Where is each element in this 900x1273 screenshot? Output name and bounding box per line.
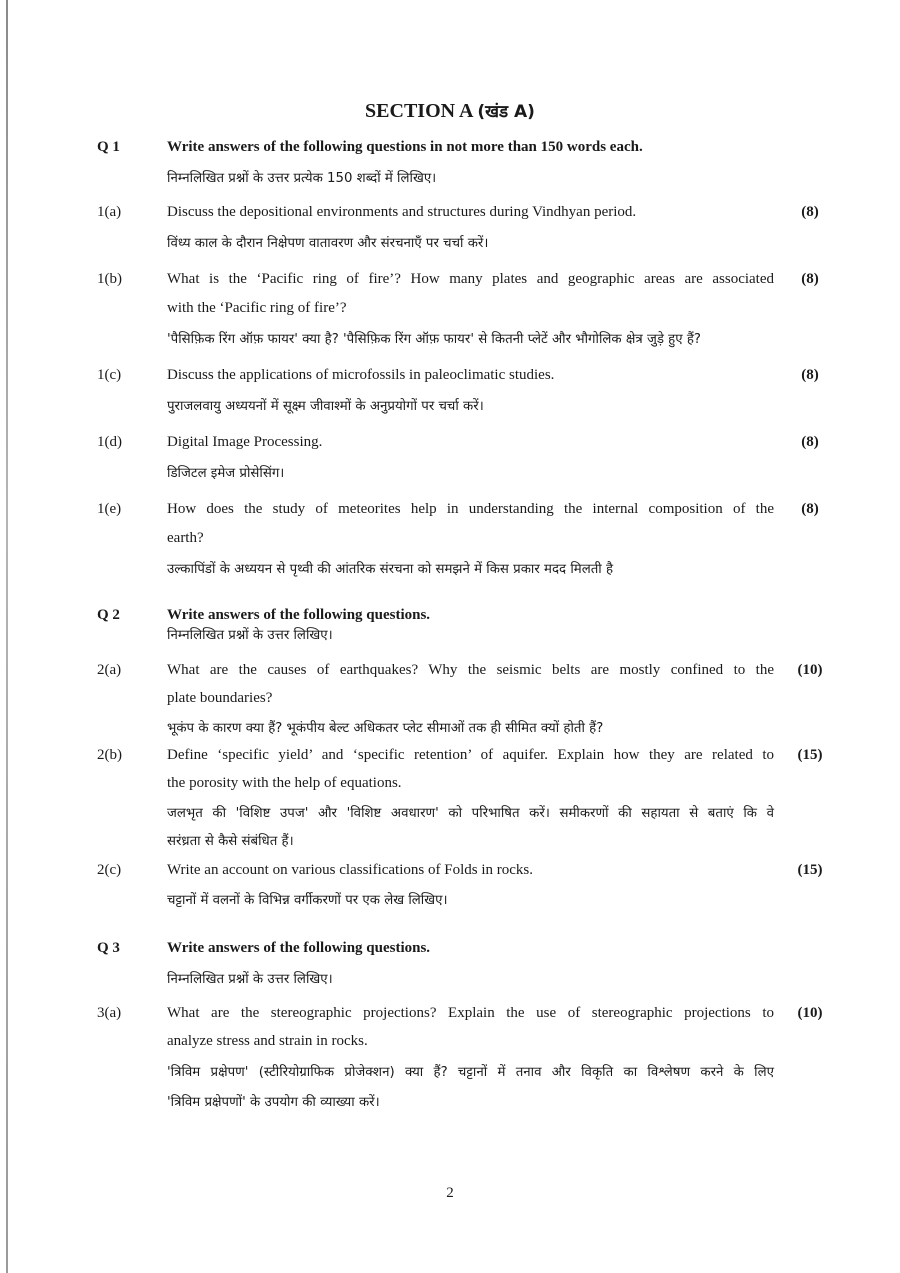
- part-1c-label: 1(c): [97, 367, 122, 383]
- question-2-instruction: Write answers of the following questions.: [167, 607, 431, 623]
- part-2c-text-line-1: Write an account on various classifications of Folds in rocks.: [167, 862, 533, 878]
- part-2b-label: 2(b): [97, 747, 122, 763]
- part-1e-hindi-line-1: उल्कापिंडों के अध्ययन से पृथ्वी की आंतरिक संरचना को समझने में किस प्रकार मदद मिलती है: [167, 562, 614, 577]
- part-2c-hindi-line-1: चट्टानों में वलनों के विभिन्न वर्गीकरणों पर एक लेख लिखिए।: [167, 893, 448, 908]
- part-2a-text-line-1: What are the causes of earthquakes? Why the seismic belts are mostly confined to the: [167, 662, 774, 678]
- question-1-instruction: Write answers of the following questions in not more than 150 words each.: [167, 139, 643, 155]
- part-3a-hindi-line-2: 'त्रिविम प्रक्षेपणों' के उपयोग की व्याख्या करें।: [167, 1095, 380, 1110]
- part-2b-text-line-2: the porosity with the help of equations.: [167, 775, 402, 791]
- question-1-label: Q 1: [97, 139, 120, 155]
- page-number: 2: [446, 1185, 454, 1201]
- part-1d-text-line-1: Digital Image Processing.: [167, 434, 323, 450]
- part-1b-text-line-2: with the ‘Pacific ring of fire’?: [167, 300, 347, 316]
- part-1c-marks: (8): [801, 367, 819, 383]
- part-2a-label: 2(a): [97, 662, 122, 678]
- part-2a-marks: (10): [797, 662, 823, 678]
- question-2-instruction-hindi: निम्नलिखित प्रश्नों के उत्तर लिखिए।: [167, 628, 333, 643]
- section-title-hindi: (खंड A): [477, 102, 535, 122]
- part-1c-hindi-line-1: पुराजलवायु अध्ययनों में सूक्ष्म जीवाश्मों के अनुप्रयोगों पर चर्चा करें।: [167, 399, 484, 414]
- part-2b-text-line-1: Define ‘specific yield’ and ‘specific retention’ of aquifer. Explain how they are related to: [167, 747, 774, 763]
- part-1e-label: 1(e): [97, 501, 122, 517]
- question-1-instruction-hindi: निम्नलिखित प्रश्नों के उत्तर प्रत्येक 150 शब्दों में लिखिए।: [167, 171, 437, 186]
- section-title: [0, 99, 900, 123]
- part-1a-marks: (8): [801, 204, 819, 220]
- part-3a-text-line-2: analyze stress and strain in rocks.: [167, 1033, 368, 1049]
- question-2-label: Q 2: [97, 607, 120, 623]
- part-2b-hindi-line-2: सरंध्रता से कैसे संबंधित हैं।: [167, 834, 294, 849]
- part-1e-text-line-1: How does the study of meteorites help in understanding the internal composition of the: [167, 501, 774, 517]
- part-2c-marks: (15): [797, 862, 823, 878]
- part-1c-text-line-1: Discuss the applications of microfossils in paleoclimatic studies.: [167, 367, 555, 383]
- part-2a-hindi-line-1: भूकंप के कारण क्या हैं? भूकंपीय बेल्ट अधिकतर प्लेट सीमाओं तक ही सीमित क्यों होती हैं?: [167, 721, 604, 736]
- part-1a-hindi-line-1: विंध्य काल के दौरान निक्षेपण वातावरण और संरचनाएँ पर चर्चा करें।: [167, 236, 489, 251]
- question-3-label: Q 3: [97, 940, 120, 956]
- part-3a-hindi-line-1: 'त्रिविम प्रक्षेपण' (स्टीरियोग्राफिक प्रोजेक्शन) क्या हैं? चट्टानों में तनाव और विकृति का विश्लेषण करने के लिए: [167, 1065, 774, 1080]
- section-title-text: SECTION A: [365, 100, 473, 122]
- part-2b-marks: (15): [797, 747, 823, 763]
- part-1b-hindi-line-1: 'पैसिफ़िक रिंग ऑफ़ फायर' क्या है? 'पैसिफ़िक रिंग ऑफ़ फायर' से कितनी प्लेटें और भौगोलिक क्षेत्र जुड़े हुए हैं?: [167, 332, 701, 347]
- part-2a-text-line-2: plate boundaries?: [167, 690, 273, 706]
- part-2b-hindi-line-1: जलभृत की 'विशिष्ट उपज' और 'विशिष्ट अवधारण' को परिभाषित करें। समीकरणों की सहायता से बताएं कि वे: [167, 806, 774, 821]
- part-1b-label: 1(b): [97, 271, 122, 287]
- part-1e-marks: (8): [801, 501, 819, 517]
- part-1d-hindi-line-1: डिजिटल इमेज प्रोसेसिंग।: [167, 466, 285, 481]
- scan-edge: [6, 0, 8, 1273]
- part-1a-label: 1(a): [97, 204, 122, 220]
- question-3-instruction-hindi: निम्नलिखित प्रश्नों के उत्तर लिखिए।: [167, 972, 333, 987]
- question-3-instruction: Write answers of the following questions.: [167, 940, 431, 956]
- part-3a-label: 3(a): [97, 1005, 122, 1021]
- part-2c-label: 2(c): [97, 862, 122, 878]
- part-1b-marks: (8): [801, 271, 819, 287]
- part-1d-marks: (8): [801, 434, 819, 450]
- part-3a-marks: (10): [797, 1005, 823, 1021]
- part-1d-label: 1(d): [97, 434, 122, 450]
- part-1e-text-line-2: earth?: [167, 530, 204, 546]
- part-3a-text-line-1: What are the stereographic projections? Explain the use of stereographic projections to: [167, 1005, 774, 1021]
- part-1b-text-line-1: What is the ‘Pacific ring of fire’? How many plates and geographic areas are associated: [167, 271, 774, 287]
- part-1a-text-line-1: Discuss the depositional environments and structures during Vindhyan period.: [167, 204, 637, 220]
